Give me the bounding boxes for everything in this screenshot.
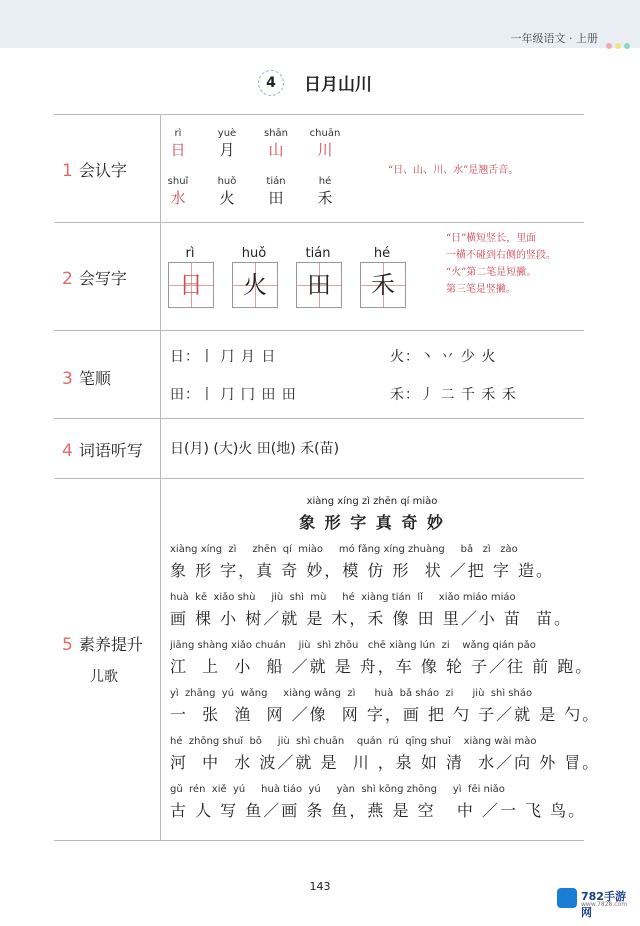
char-hanzi: 日: [170, 141, 186, 159]
lesson-title: 日月山川: [304, 75, 372, 95]
book-title: 一年级语文 · 上册: [510, 32, 598, 45]
lesson-number: 4: [258, 70, 284, 96]
char-hanzi: 水: [170, 189, 186, 207]
poem-line: [170, 688, 600, 725]
write-box: 日: [168, 262, 214, 308]
section-write: 2 会写字: [62, 269, 127, 289]
stroke-huo: 火：丶 丷 少 火: [390, 349, 497, 365]
dot-green: [624, 43, 630, 49]
stroke-tian: 田：丨 ⺆ 冂 田 田: [170, 387, 297, 403]
poem-line-text: 画 棵 小 树／就 是 木，禾 像 田 里／小 苗 苗。: [170, 609, 572, 628]
divider: [54, 418, 584, 419]
divider: [54, 840, 584, 841]
section-dictation: 4 词语听写: [62, 441, 143, 461]
char-cell: [154, 128, 202, 160]
stroke-he: 禾：丿 二 千 禾 禾: [390, 387, 517, 403]
char-hanzi: 川: [317, 141, 333, 159]
stroke-ri: 日：丨 ⺆ 月 日: [170, 349, 277, 365]
char-hanzi: 火: [219, 189, 235, 207]
char-cell: [154, 176, 202, 208]
write-note: “日”横短竖长，里面 一横不碰到右侧的竖段。 “火”第二笔是短撇。 第三笔是竖撇。: [446, 233, 556, 295]
write-box: 田: [296, 262, 342, 308]
divider: [54, 222, 584, 223]
logo-icon: [557, 888, 577, 908]
char-cell: [301, 128, 349, 160]
section-strokes: 3 笔顺: [62, 369, 111, 389]
poem-line: [170, 640, 593, 677]
char-pinyin: shān: [263, 128, 288, 139]
poem-line: [170, 592, 572, 629]
dot-pink: [606, 43, 612, 49]
page-number: 143: [309, 880, 331, 893]
char-cell: [252, 128, 300, 160]
write-pinyin: rì: [185, 246, 195, 261]
char-cell: [203, 128, 251, 160]
poem-title-pinyin: xiàng xíng zì zhēn qí miào: [306, 496, 438, 507]
poem-line-pinyin: jiāng shàng xiǎo chuán jiù shì zhōu chē xiàng lún zi wǎng qián pǎo: [170, 640, 536, 651]
char-pinyin: rì: [174, 128, 182, 139]
site-logo: 782手游网 www.7828.com: [557, 886, 633, 912]
poem-line-pinyin: yì zhāng yú wǎng xiàng wǎng zì huà bǎ sháo zi jiù shì sháo: [170, 688, 533, 699]
color-dots: [603, 34, 630, 53]
write-box: 火: [232, 262, 278, 308]
char-pinyin: hé: [318, 176, 332, 187]
char-pinyin: shuǐ: [167, 176, 189, 187]
char-cell: [252, 176, 300, 208]
poem-line-pinyin: xiàng xíng zì zhēn qí miào mó fǎng xíng zhuàng bǎ zì zào: [170, 544, 518, 555]
divider: [54, 114, 584, 115]
poem-line-text: 一 张 渔 网 ／像 网 字，画 把 勺 子／就 是 勺。: [170, 705, 601, 724]
char-cell: [203, 176, 251, 208]
column-divider: [160, 114, 161, 840]
recognize-note: “日、山、川、水”是翘舌音。: [388, 165, 519, 176]
section-literacy: 5 素养提升: [62, 635, 143, 655]
poem-line-text: 古 人 写 鱼／画 条 鱼，燕 是 空 中 ／一 飞 鸟。: [170, 801, 587, 820]
char-cell: [301, 176, 349, 208]
char-pinyin: huǒ: [217, 176, 237, 187]
poem-line: [170, 736, 600, 773]
write-box: 禾: [360, 262, 406, 308]
poem-line: [170, 784, 586, 821]
write-pinyin: huǒ: [241, 246, 267, 261]
char-hanzi: 田: [268, 189, 284, 207]
divider: [54, 478, 584, 479]
poem-line: [170, 544, 554, 581]
poem-title: 象 形 字 真 奇 妙: [299, 513, 445, 532]
section-recognize: 1 会认字: [62, 161, 127, 181]
dot-yellow: [615, 43, 621, 49]
char-hanzi: 山: [268, 141, 284, 159]
poem-line-text: 河 中 水 波／就 是 川 ，泉 如 清 水／向 外 冒。: [170, 753, 601, 772]
lesson-heading: [0, 64, 640, 100]
char-hanzi: 月: [219, 141, 235, 159]
poem-line-text: 象 形 字，真 奇 妙，模 仿 形 状 ／把 字 造。: [170, 561, 554, 580]
char-pinyin: yuè: [217, 128, 237, 139]
write-pinyin: hé: [373, 246, 391, 261]
poem-line-text: 江 上 小 船 ／就 是 舟，车 像 轮 子／往 前 跑。: [170, 657, 594, 676]
top-bar: [0, 0, 640, 48]
poem-line-pinyin: gǔ rén xiě yú huà tiáo yú yàn shì kōng zhōng yì fēi niǎo: [170, 784, 505, 795]
poem-line-pinyin: hé zhōng shuǐ bō jiù shì chuān quán rú qīng shuǐ xiàng wài mào: [170, 736, 537, 747]
poem-line-pinyin: huà kē xiǎo shù jiù shì mù hé xiàng tián lǐ xiǎo miáo miáo: [170, 592, 516, 603]
char-hanzi: 禾: [317, 189, 333, 207]
char-pinyin: tián: [266, 176, 286, 187]
section-subtitle: 儿歌: [90, 669, 118, 685]
divider: [54, 330, 584, 331]
dictation-words: 日(月) (大)火 田(地) 禾(苗): [170, 441, 340, 457]
write-pinyin: tián: [305, 246, 331, 261]
char-pinyin: chuān: [309, 128, 341, 139]
